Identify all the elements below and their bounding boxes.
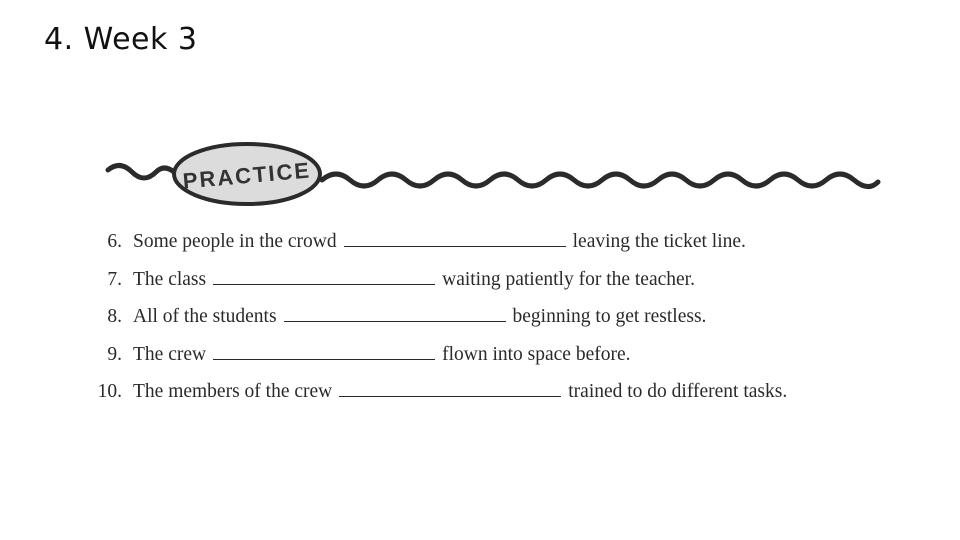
item-text-after: beginning to get restless. [512,306,707,327]
item-text-before: Some people in the crowd [133,231,337,252]
item-text-before: The class [133,268,207,290]
item-number: 8. [107,306,122,327]
answer-blank[interactable] [284,305,506,322]
list-item [88,380,888,418]
list-item [88,230,888,268]
list-item [88,268,888,306]
answer-blank[interactable] [339,380,561,397]
practice-label: PRACTICE [181,157,312,194]
practice-list [88,230,888,418]
item-text-after: flown into space before. [442,343,631,365]
item-number: 7. [107,268,122,290]
item-text-after: waiting patiently for the teacher. [442,268,695,290]
item-number: 6. [107,231,122,252]
answer-blank[interactable] [344,230,566,247]
answer-blank[interactable] [213,343,435,360]
item-number: 9. [107,343,122,365]
wavy-line-left [108,165,174,178]
answer-blank[interactable] [213,268,435,285]
wavy-line-right [322,174,878,187]
practice-banner [100,132,886,222]
item-number: 10. [97,381,122,402]
list-item [88,343,888,381]
list-item [88,305,888,343]
item-text-after: leaving the ticket line. [572,231,746,252]
item-text-after: trained to do different tasks. [568,381,788,402]
item-text-before: All of the students [133,306,277,327]
slide-title: 4. Week 3 [44,22,198,57]
item-text-before: The members of the crew [133,381,333,402]
item-text-before: The crew [133,343,207,365]
